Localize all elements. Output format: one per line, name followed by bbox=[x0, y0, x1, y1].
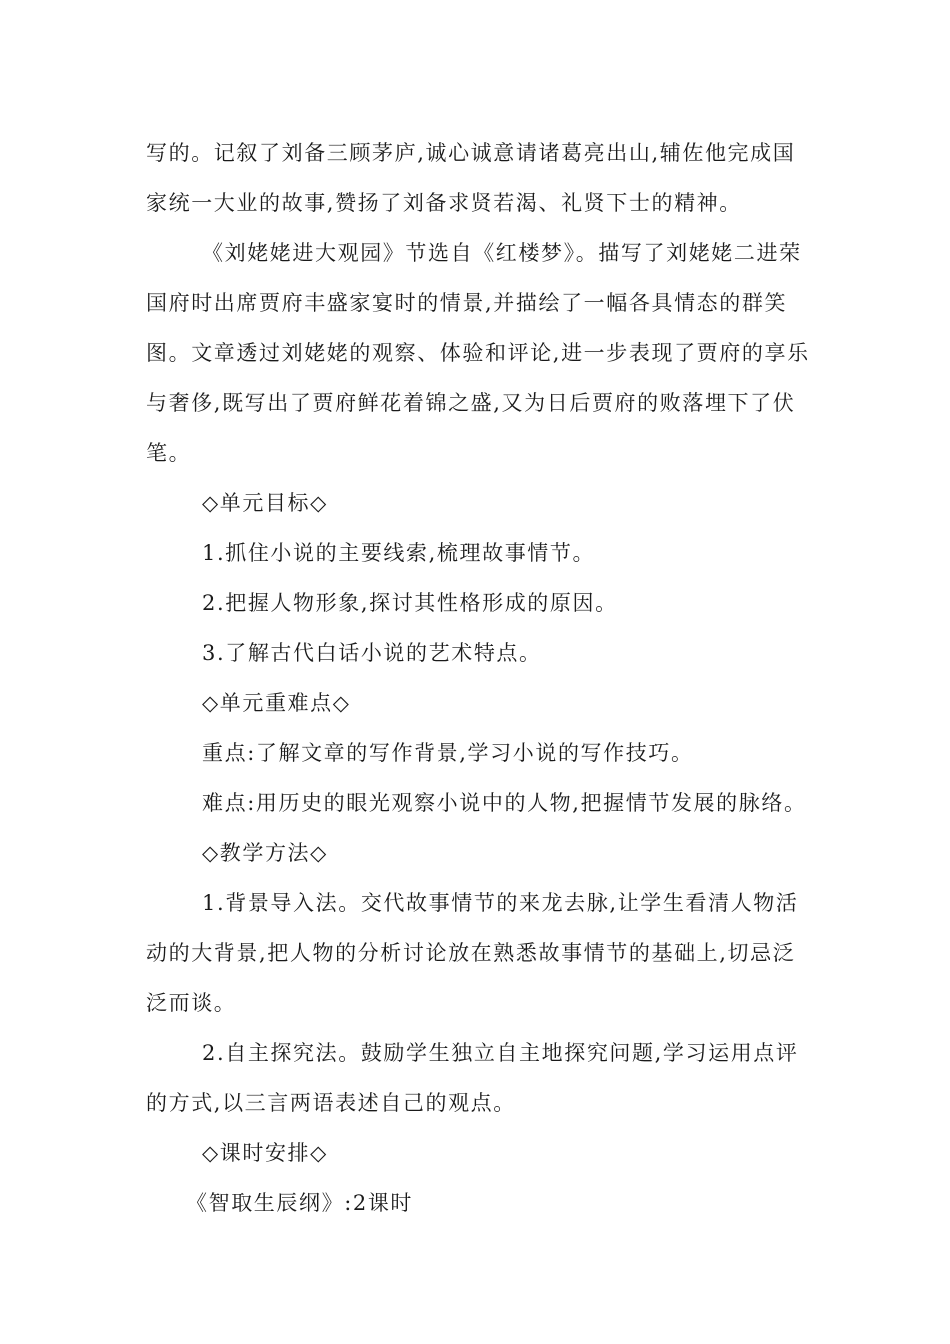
text-line: 2.自主探究法。鼓励学生独立自主地探究问题,学习运用点评 bbox=[202, 1041, 799, 1065]
section-teaching-methods bbox=[146, 828, 810, 1128]
section-heading: ◇单元重难点◇ bbox=[202, 691, 351, 715]
paragraph-liu-laolao bbox=[146, 228, 810, 478]
method-background bbox=[146, 878, 810, 1028]
section-unit-goals bbox=[146, 478, 810, 678]
schedule-item: 《智取生辰纲》:2课时 bbox=[186, 1191, 414, 1215]
section-heading: ◇课时安排◇ bbox=[202, 1141, 328, 1165]
text-line: 家统一大业的故事,赞扬了刘备求贤若渴、礼贤下士的精神。 bbox=[146, 191, 742, 215]
section-schedule bbox=[146, 1128, 810, 1228]
list-item: 1.抓住小说的主要线索,梳理故事情节。 bbox=[202, 541, 596, 565]
document-body bbox=[146, 128, 810, 1228]
paragraph-liu-bei bbox=[146, 128, 810, 228]
section-heading: ◇单元目标◇ bbox=[202, 491, 328, 515]
list-item: 3.了解古代白话小说的艺术特点。 bbox=[202, 641, 542, 665]
text-line: 图。文章透过刘姥姥的观察、体验和评论,进一步表现了贾府的享乐 bbox=[146, 341, 810, 365]
text-line: 与奢侈,既写出了贾府鲜花着锦之盛,又为日后贾府的败落埋下了伏 bbox=[146, 391, 796, 415]
focus-text: 重点:了解文章的写作背景,学习小说的写作技巧。 bbox=[202, 741, 694, 765]
text-line: 《刘姥姥进大观园》节选自《红楼梦》。描写了刘姥姥二进荣 bbox=[202, 241, 802, 265]
text-line: 的方式,以三言两语表述自己的观点。 bbox=[146, 1091, 516, 1115]
text-line: 动的大背景,把人物的分析讨论放在熟悉故事情节的基础上,切忌泛 bbox=[146, 941, 796, 965]
list-item: 2.把握人物形象,探讨其性格形成的原因。 bbox=[202, 591, 618, 615]
text-line: 写的。记叙了刘备三顾茅庐,诚心诚意请诸葛亮出山,辅佐他完成国 bbox=[146, 141, 796, 165]
text-line: 笔。 bbox=[146, 441, 192, 465]
method-self-inquiry bbox=[146, 1028, 810, 1128]
text-line: 国府时出席贾府丰盛家宴时的情景,并描绘了一幅各具情态的群笑 bbox=[146, 291, 788, 315]
text-line: 泛而谈。 bbox=[146, 991, 237, 1015]
difficulty-text: 难点:用历史的眼光观察小说中的人物,把握情节发展的脉络。 bbox=[202, 791, 807, 815]
section-key-points bbox=[146, 678, 810, 828]
text-line: 1.背景导入法。交代故事情节的来龙去脉,让学生看清人物活 bbox=[202, 891, 799, 915]
section-heading: ◇教学方法◇ bbox=[202, 841, 328, 865]
